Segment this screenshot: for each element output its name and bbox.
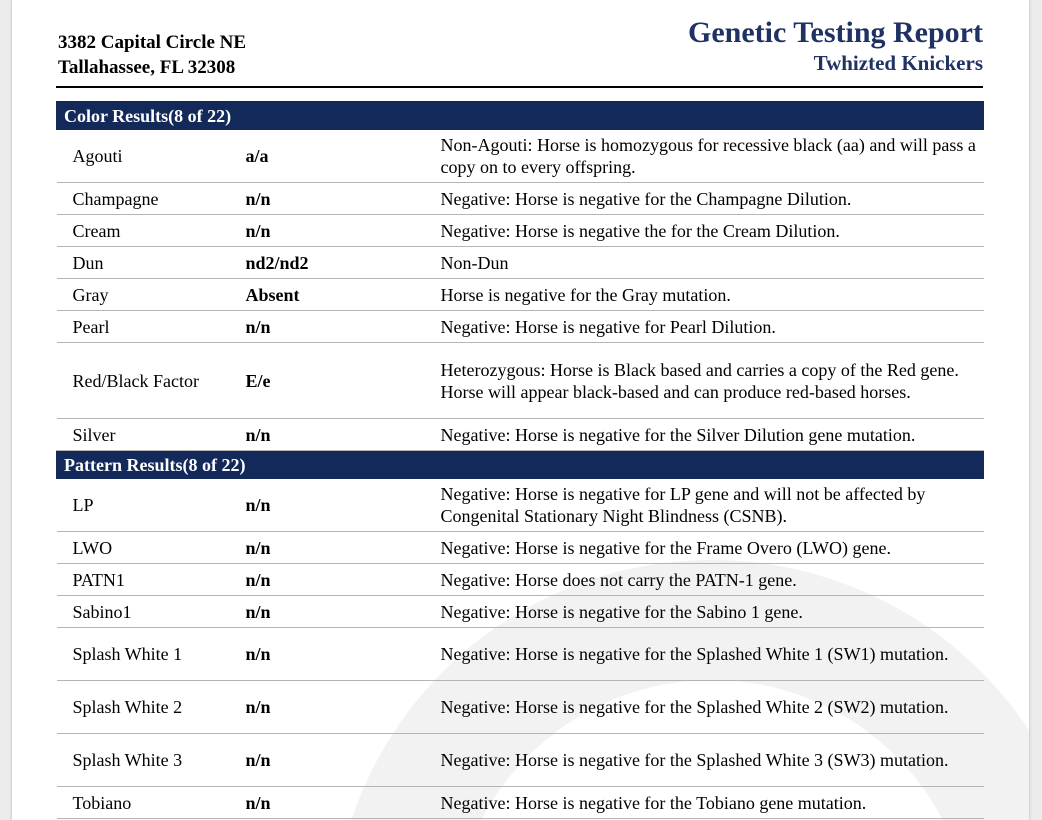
marker-description: Negative: Horse is negative for the Splashed White 3 (SW3) mutation. bbox=[427, 734, 984, 787]
table-row bbox=[57, 734, 984, 787]
marker-result: n/n bbox=[232, 183, 427, 215]
marker-name: Splash White 3 bbox=[57, 734, 232, 787]
pattern-section-header bbox=[57, 451, 984, 479]
marker-description: Non-Agouti: Horse is homozygous for recessive black (aa) and will pass a copy on to every offspring. bbox=[427, 130, 984, 183]
table-row bbox=[57, 343, 984, 419]
marker-description: Non-Dun bbox=[427, 247, 984, 279]
table-row bbox=[57, 311, 984, 343]
marker-result: n/n bbox=[232, 734, 427, 787]
marker-result: n/n bbox=[232, 787, 427, 819]
marker-description: Negative: Horse is negative the for the Cream Dilution. bbox=[427, 215, 984, 247]
marker-result: n/n bbox=[232, 311, 427, 343]
report-page bbox=[12, 0, 1029, 820]
marker-name: LWO bbox=[57, 532, 232, 564]
pattern-section-title: Pattern Results(8 of 22) bbox=[57, 451, 984, 479]
marker-name: Champagne bbox=[57, 183, 232, 215]
table-row bbox=[57, 247, 984, 279]
horse-name: Twhizted Knickers bbox=[813, 51, 983, 75]
table-row bbox=[57, 479, 984, 532]
table-row bbox=[57, 419, 984, 451]
table-row bbox=[57, 564, 984, 596]
marker-description: Negative: Horse is negative for the Frame Overo (LWO) gene. bbox=[427, 532, 984, 564]
marker-description: Negative: Horse is negative for Pearl Dilution. bbox=[427, 311, 984, 343]
marker-result: n/n bbox=[232, 215, 427, 247]
marker-result: a/a bbox=[232, 130, 427, 183]
marker-name: LP bbox=[57, 479, 232, 532]
table-row bbox=[57, 596, 984, 628]
table-row bbox=[57, 532, 984, 564]
marker-description: Negative: Horse is negative for the Splashed White 1 (SW1) mutation. bbox=[427, 628, 984, 681]
marker-description: Negative: Horse does not carry the PATN-1 gene. bbox=[427, 564, 984, 596]
marker-name: Tobiano bbox=[57, 787, 232, 819]
marker-result: n/n bbox=[232, 479, 427, 532]
marker-result: n/n bbox=[232, 532, 427, 564]
address-line-1: 3382 Capital Circle NE bbox=[58, 32, 247, 53]
marker-name: Pearl bbox=[57, 311, 232, 343]
marker-name: Gray bbox=[57, 279, 232, 311]
marker-name: Dun bbox=[57, 247, 232, 279]
table-row bbox=[57, 215, 984, 247]
marker-description: Negative: Horse is negative for the Sabino 1 gene. bbox=[427, 596, 984, 628]
marker-result: n/n bbox=[232, 596, 427, 628]
marker-name: Sabino1 bbox=[57, 596, 232, 628]
marker-description: Negative: Horse is negative for the Splashed White 2 (SW2) mutation. bbox=[427, 681, 984, 734]
marker-name: Agouti bbox=[57, 130, 232, 183]
marker-name: Cream bbox=[57, 215, 232, 247]
header-divider bbox=[56, 86, 983, 88]
results-table bbox=[56, 101, 984, 819]
report-header bbox=[688, 15, 983, 75]
marker-description: Negative: Horse is negative for LP gene and will not be affected by Congenital Stationary Night Blindness (CSNB). bbox=[427, 479, 984, 532]
table-row bbox=[57, 628, 984, 681]
color-section-title: Color Results(8 of 22) bbox=[57, 102, 984, 130]
marker-result: n/n bbox=[232, 419, 427, 451]
table-row bbox=[57, 787, 984, 819]
marker-name: Splash White 1 bbox=[57, 628, 232, 681]
marker-name: Splash White 2 bbox=[57, 681, 232, 734]
marker-description: Negative: Horse is negative for the Tobiano gene mutation. bbox=[427, 787, 984, 819]
table-row bbox=[57, 279, 984, 311]
marker-description: Negative: Horse is negative for the Champagne Dilution. bbox=[427, 183, 984, 215]
marker-result: n/n bbox=[232, 681, 427, 734]
marker-result: Absent bbox=[232, 279, 427, 311]
report-title: Genetic Testing Report bbox=[688, 16, 983, 49]
lab-address bbox=[58, 30, 246, 80]
color-section-header bbox=[57, 102, 984, 130]
marker-description: Heterozygous: Horse is Black based and carries a copy of the Red gene. Horse will appear black-based and can produce red-based horses. bbox=[427, 343, 984, 419]
marker-name: Silver bbox=[57, 419, 232, 451]
table-row bbox=[57, 130, 984, 183]
marker-result: nd2/nd2 bbox=[232, 247, 427, 279]
marker-description: Horse is negative for the Gray mutation. bbox=[427, 279, 984, 311]
marker-description: Negative: Horse is negative for the Silver Dilution gene mutation. bbox=[427, 419, 984, 451]
marker-name: Red/Black Factor bbox=[57, 343, 232, 419]
marker-result: n/n bbox=[232, 564, 427, 596]
marker-name: PATN1 bbox=[57, 564, 232, 596]
marker-result: n/n bbox=[232, 628, 427, 681]
table-row bbox=[57, 183, 984, 215]
address-line-2: Tallahassee, FL 32308 bbox=[58, 57, 236, 78]
table-row bbox=[57, 681, 984, 734]
marker-result: E/e bbox=[232, 343, 427, 419]
